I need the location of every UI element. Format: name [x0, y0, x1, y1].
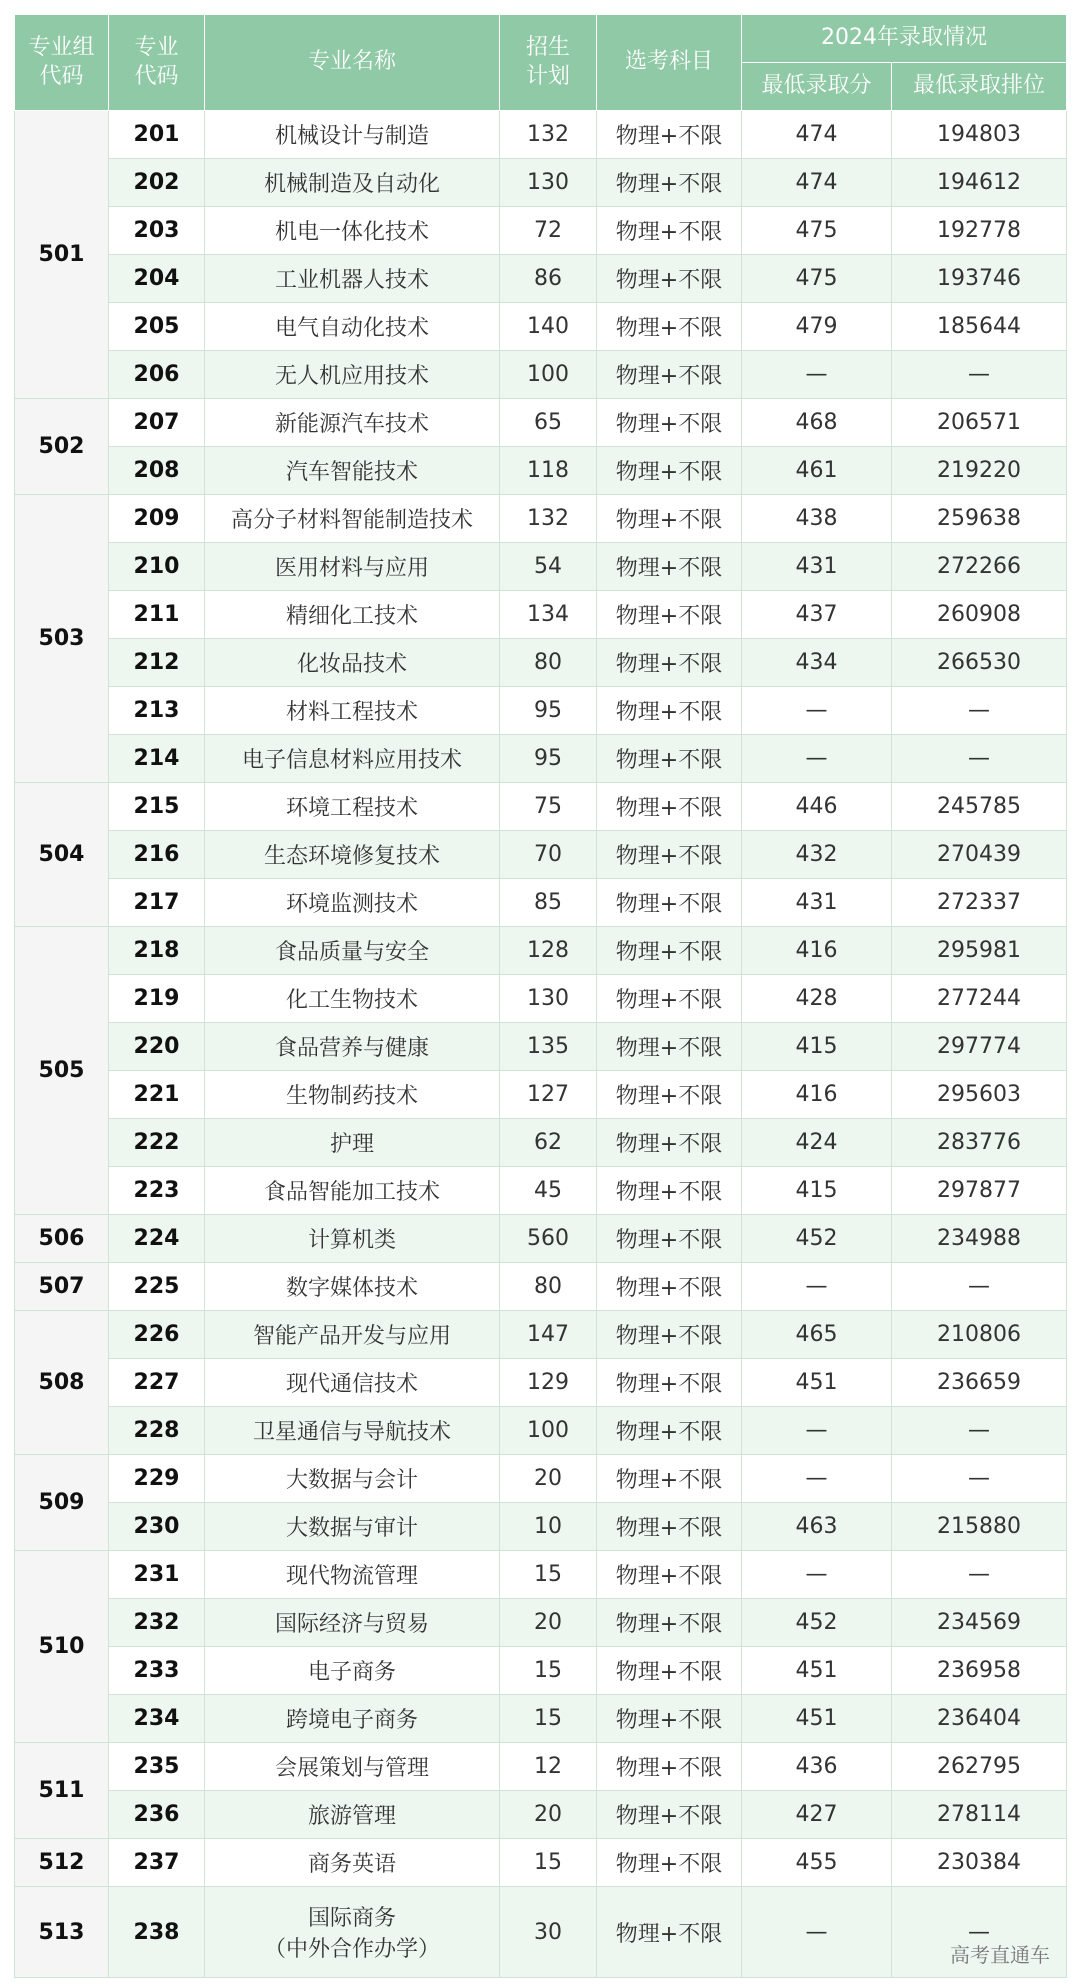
plan-cell: 20 [500, 1791, 597, 1839]
subjects-cell: 物理+不限 [597, 831, 742, 879]
min-score-cell: 427 [742, 1791, 892, 1839]
min-rank-cell: 234988 [892, 1215, 1067, 1263]
major-code-cell: 237 [109, 1839, 205, 1887]
subjects-cell: 物理+不限 [597, 879, 742, 927]
min-score-cell: — [742, 1407, 892, 1455]
table-row [15, 1551, 1067, 1599]
plan-cell: 80 [500, 1263, 597, 1311]
major-name-cell: 计算机类 [205, 1215, 500, 1263]
major-name-cell: 环境工程技术 [205, 783, 500, 831]
plan-cell: 129 [500, 1359, 597, 1407]
plan-cell: 147 [500, 1311, 597, 1359]
subjects-cell: 物理+不限 [597, 1119, 742, 1167]
subjects-cell: 物理+不限 [597, 1503, 742, 1551]
group-code-cell: 502 [15, 399, 109, 495]
subjects-cell: 物理+不限 [597, 927, 742, 975]
table-row [15, 1311, 1067, 1359]
min-rank-cell: — [892, 687, 1067, 735]
group-code-cell: 506 [15, 1215, 109, 1263]
major-name-cell: 高分子材料智能制造技术 [205, 495, 500, 543]
major-code-cell: 206 [109, 351, 205, 399]
min-score-cell: — [742, 1455, 892, 1503]
min-rank-cell: — [892, 1887, 1067, 1978]
table-row [15, 1359, 1067, 1407]
major-code-cell: 226 [109, 1311, 205, 1359]
header-major-name: 专业名称 [205, 15, 500, 111]
major-name-cell: 食品质量与安全 [205, 927, 500, 975]
major-name-cell: 现代通信技术 [205, 1359, 500, 1407]
min-rank-cell: 278114 [892, 1791, 1067, 1839]
major-name-cell [205, 1887, 500, 1978]
min-score-cell: 428 [742, 975, 892, 1023]
plan-cell: 560 [500, 1215, 597, 1263]
table-row [15, 1455, 1067, 1503]
major-name-cell: 数字媒体技术 [205, 1263, 500, 1311]
plan-cell: 65 [500, 399, 597, 447]
min-rank-cell: 219220 [892, 447, 1067, 495]
plan-cell: 70 [500, 831, 597, 879]
table-row [15, 1167, 1067, 1215]
plan-cell: 15 [500, 1839, 597, 1887]
min-rank-cell: 236958 [892, 1647, 1067, 1695]
major-code-cell: 211 [109, 591, 205, 639]
table-row [15, 159, 1067, 207]
table-row [15, 255, 1067, 303]
min-rank-cell: 277244 [892, 975, 1067, 1023]
min-score-cell: 415 [742, 1023, 892, 1071]
major-code-cell: 227 [109, 1359, 205, 1407]
subjects-cell: 物理+不限 [597, 111, 742, 159]
group-code-cell: 507 [15, 1263, 109, 1311]
major-name-cell: 化妆品技术 [205, 639, 500, 687]
major-code-cell: 219 [109, 975, 205, 1023]
min-rank-cell: 259638 [892, 495, 1067, 543]
group-code-cell: 501 [15, 111, 109, 399]
group-code-cell: 504 [15, 783, 109, 927]
group-code-cell: 510 [15, 1551, 109, 1743]
subjects-cell: 物理+不限 [597, 687, 742, 735]
min-score-cell: 461 [742, 447, 892, 495]
major-code-cell: 230 [109, 1503, 205, 1551]
major-code-cell: 212 [109, 639, 205, 687]
min-score-cell: 446 [742, 783, 892, 831]
header-min-rank: 最低录取排位 [892, 63, 1067, 111]
plan-cell: 100 [500, 1407, 597, 1455]
major-name-cell: 医用材料与应用 [205, 543, 500, 591]
plan-cell: 100 [500, 351, 597, 399]
min-rank-cell: 206571 [892, 399, 1067, 447]
major-name-cell: 大数据与会计 [205, 1455, 500, 1503]
major-code-cell: 228 [109, 1407, 205, 1455]
min-rank-cell: 194612 [892, 159, 1067, 207]
plan-cell: 140 [500, 303, 597, 351]
plan-cell: 54 [500, 543, 597, 591]
major-name-cell: 食品营养与健康 [205, 1023, 500, 1071]
plan-cell: 135 [500, 1023, 597, 1071]
major-name-cell: 旅游管理 [205, 1791, 500, 1839]
major-name-cell: 材料工程技术 [205, 687, 500, 735]
table-row [15, 1743, 1067, 1791]
subjects-cell: 物理+不限 [597, 1695, 742, 1743]
subjects-cell: 物理+不限 [597, 1407, 742, 1455]
subjects-cell: 物理+不限 [597, 1359, 742, 1407]
major-code-cell: 235 [109, 1743, 205, 1791]
group-code-cell: 513 [15, 1887, 109, 1978]
min-score-cell: 432 [742, 831, 892, 879]
min-score-cell: 479 [742, 303, 892, 351]
major-name-cell: 汽车智能技术 [205, 447, 500, 495]
major-name-cell: 现代物流管理 [205, 1551, 500, 1599]
min-score-cell: 451 [742, 1647, 892, 1695]
header-admission-2024: 2024年录取情况 [742, 15, 1067, 63]
table-row [15, 1599, 1067, 1647]
plan-cell: 127 [500, 1071, 597, 1119]
min-score-cell: 431 [742, 879, 892, 927]
min-rank-cell: 234569 [892, 1599, 1067, 1647]
min-rank-cell: 236404 [892, 1695, 1067, 1743]
plan-cell: 132 [500, 111, 597, 159]
plan-cell: 72 [500, 207, 597, 255]
min-rank-cell: 283776 [892, 1119, 1067, 1167]
major-name-cell: 新能源汽车技术 [205, 399, 500, 447]
table-row [15, 543, 1067, 591]
major-code-cell: 225 [109, 1263, 205, 1311]
table-row [15, 783, 1067, 831]
admission-table [14, 14, 1067, 1978]
subjects-cell: 物理+不限 [597, 207, 742, 255]
plan-cell: 86 [500, 255, 597, 303]
major-name-cell: 大数据与审计 [205, 1503, 500, 1551]
min-rank-cell: 272337 [892, 879, 1067, 927]
major-code-cell: 236 [109, 1791, 205, 1839]
min-score-cell: 475 [742, 255, 892, 303]
major-name-cell: 跨境电子商务 [205, 1695, 500, 1743]
min-rank-cell: 297877 [892, 1167, 1067, 1215]
subjects-cell: 物理+不限 [597, 591, 742, 639]
min-rank-cell: 295981 [892, 927, 1067, 975]
table-row [15, 927, 1067, 975]
header-major-code: 专业 代码 [109, 15, 205, 111]
min-rank-cell: — [892, 1455, 1067, 1503]
plan-cell: 95 [500, 687, 597, 735]
subjects-cell: 物理+不限 [597, 1647, 742, 1695]
major-name-cell: 卫星通信与导航技术 [205, 1407, 500, 1455]
major-code-cell: 210 [109, 543, 205, 591]
major-code-cell: 207 [109, 399, 205, 447]
major-code-cell: 205 [109, 303, 205, 351]
subjects-cell: 物理+不限 [597, 1311, 742, 1359]
table-row [15, 975, 1067, 1023]
major-code-cell: 204 [109, 255, 205, 303]
major-code-cell: 216 [109, 831, 205, 879]
min-rank-cell: 272266 [892, 543, 1067, 591]
min-score-cell: 474 [742, 159, 892, 207]
plan-cell: 30 [500, 1887, 597, 1978]
subjects-cell: 物理+不限 [597, 1215, 742, 1263]
header-subjects: 选考科目 [597, 15, 742, 111]
table-row [15, 1119, 1067, 1167]
subjects-cell: 物理+不限 [597, 351, 742, 399]
major-code-cell: 209 [109, 495, 205, 543]
min-score-cell: 434 [742, 639, 892, 687]
min-score-cell: 416 [742, 1071, 892, 1119]
major-name-cell: 化工生物技术 [205, 975, 500, 1023]
subjects-cell: 物理+不限 [597, 1071, 742, 1119]
major-code-cell: 214 [109, 735, 205, 783]
min-rank-cell: 266530 [892, 639, 1067, 687]
subjects-cell: 物理+不限 [597, 1551, 742, 1599]
min-score-cell: 465 [742, 1311, 892, 1359]
major-name-cell: 机电一体化技术 [205, 207, 500, 255]
table-body [15, 111, 1067, 1978]
major-code-cell: 232 [109, 1599, 205, 1647]
min-rank-cell: 262795 [892, 1743, 1067, 1791]
plan-cell: 132 [500, 495, 597, 543]
plan-cell: 20 [500, 1599, 597, 1647]
major-code-cell: 231 [109, 1551, 205, 1599]
major-code-cell: 224 [109, 1215, 205, 1263]
plan-cell: 134 [500, 591, 597, 639]
major-name-cell: 护理 [205, 1119, 500, 1167]
group-code-cell: 511 [15, 1743, 109, 1839]
header-plan: 招生 计划 [500, 15, 597, 111]
major-name-cell: 食品智能加工技术 [205, 1167, 500, 1215]
major-code-cell: 215 [109, 783, 205, 831]
min-score-cell: 438 [742, 495, 892, 543]
table-row [15, 1263, 1067, 1311]
subjects-cell: 物理+不限 [597, 543, 742, 591]
plan-cell: 12 [500, 1743, 597, 1791]
table-row [15, 495, 1067, 543]
major-code-cell: 233 [109, 1647, 205, 1695]
min-rank-cell: — [892, 735, 1067, 783]
subjects-cell: 物理+不限 [597, 639, 742, 687]
plan-cell: 62 [500, 1119, 597, 1167]
plan-cell: 15 [500, 1551, 597, 1599]
plan-cell: 15 [500, 1695, 597, 1743]
table-row [15, 1791, 1067, 1839]
min-rank-cell: 230384 [892, 1839, 1067, 1887]
subjects-cell: 物理+不限 [597, 399, 742, 447]
min-score-cell: — [742, 687, 892, 735]
plan-cell: 95 [500, 735, 597, 783]
header-group-code: 专业组 代码 [15, 15, 109, 111]
min-rank-cell: 297774 [892, 1023, 1067, 1071]
major-name-cell: 会展策划与管理 [205, 1743, 500, 1791]
table-row [15, 1503, 1067, 1551]
subjects-cell: 物理+不限 [597, 1263, 742, 1311]
subjects-cell: 物理+不限 [597, 1887, 742, 1978]
subjects-cell: 物理+不限 [597, 1167, 742, 1215]
min-score-cell: — [742, 1887, 892, 1978]
plan-cell: 75 [500, 783, 597, 831]
min-rank-cell: — [892, 1551, 1067, 1599]
table-row [15, 639, 1067, 687]
table-row [15, 207, 1067, 255]
min-rank-cell: — [892, 351, 1067, 399]
subjects-cell: 物理+不限 [597, 447, 742, 495]
min-score-cell: — [742, 1551, 892, 1599]
group-code-cell: 505 [15, 927, 109, 1215]
major-name-cell: 电子信息材料应用技术 [205, 735, 500, 783]
min-rank-cell: 270439 [892, 831, 1067, 879]
major-code-cell: 203 [109, 207, 205, 255]
major-name-cell: 生物制药技术 [205, 1071, 500, 1119]
group-code-cell: 503 [15, 495, 109, 783]
min-rank-cell: 245785 [892, 783, 1067, 831]
major-name-line1: 国际商务 [307, 1906, 396, 1931]
min-score-cell: — [742, 1263, 892, 1311]
major-name-line2: （中外合作办学） [263, 1937, 440, 1962]
min-rank-cell: 295603 [892, 1071, 1067, 1119]
min-rank-cell: — [892, 1407, 1067, 1455]
plan-cell: 15 [500, 1647, 597, 1695]
plan-cell: 45 [500, 1167, 597, 1215]
plan-cell: 130 [500, 159, 597, 207]
major-name-cell: 工业机器人技术 [205, 255, 500, 303]
major-name-cell: 无人机应用技术 [205, 351, 500, 399]
major-name-cell: 电子商务 [205, 1647, 500, 1695]
min-rank-cell: — [892, 1263, 1067, 1311]
min-score-cell: 451 [742, 1695, 892, 1743]
min-score-cell: 452 [742, 1599, 892, 1647]
min-rank-cell: 185644 [892, 303, 1067, 351]
subjects-cell: 物理+不限 [597, 1455, 742, 1503]
min-rank-cell: 260908 [892, 591, 1067, 639]
major-name-cell: 机械设计与制造 [205, 111, 500, 159]
major-code-cell: 229 [109, 1455, 205, 1503]
header-min-score: 最低录取分 [742, 63, 892, 111]
major-name-cell: 商务英语 [205, 1839, 500, 1887]
table-row [15, 1647, 1067, 1695]
min-score-cell: 468 [742, 399, 892, 447]
table-row [15, 1839, 1067, 1887]
major-name-cell: 环境监测技术 [205, 879, 500, 927]
major-name-cell: 生态环境修复技术 [205, 831, 500, 879]
subjects-cell: 物理+不限 [597, 783, 742, 831]
plan-cell: 118 [500, 447, 597, 495]
table-row [15, 1071, 1067, 1119]
plan-cell: 80 [500, 639, 597, 687]
min-score-cell: 474 [742, 111, 892, 159]
min-score-cell: 416 [742, 927, 892, 975]
min-rank-cell: 215880 [892, 1503, 1067, 1551]
subjects-cell: 物理+不限 [597, 1743, 742, 1791]
table-row [15, 735, 1067, 783]
subjects-cell: 物理+不限 [597, 1839, 742, 1887]
min-score-cell: 415 [742, 1167, 892, 1215]
plan-cell: 20 [500, 1455, 597, 1503]
subjects-cell: 物理+不限 [597, 975, 742, 1023]
plan-cell: 10 [500, 1503, 597, 1551]
min-score-cell: 451 [742, 1359, 892, 1407]
table-row [15, 399, 1067, 447]
major-name-cell: 精细化工技术 [205, 591, 500, 639]
subjects-cell: 物理+不限 [597, 159, 742, 207]
min-score-cell: 437 [742, 591, 892, 639]
major-name-cell: 电气自动化技术 [205, 303, 500, 351]
major-code-cell: 223 [109, 1167, 205, 1215]
table-row [15, 1887, 1067, 1978]
table-row [15, 111, 1067, 159]
group-code-cell: 512 [15, 1839, 109, 1887]
major-code-cell: 234 [109, 1695, 205, 1743]
table-row [15, 303, 1067, 351]
min-score-cell: 424 [742, 1119, 892, 1167]
major-code-cell: 221 [109, 1071, 205, 1119]
plan-cell: 130 [500, 975, 597, 1023]
major-code-cell: 220 [109, 1023, 205, 1071]
major-code-cell: 218 [109, 927, 205, 975]
table-row [15, 831, 1067, 879]
major-code-cell: 202 [109, 159, 205, 207]
major-code-cell: 201 [109, 111, 205, 159]
min-score-cell: — [742, 735, 892, 783]
major-name-cell: 机械制造及自动化 [205, 159, 500, 207]
major-code-cell: 208 [109, 447, 205, 495]
table-row [15, 1023, 1067, 1071]
min-rank-cell: 193746 [892, 255, 1067, 303]
group-code-cell: 508 [15, 1311, 109, 1455]
table-row [15, 687, 1067, 735]
min-rank-cell: 192778 [892, 207, 1067, 255]
plan-cell: 85 [500, 879, 597, 927]
table-row [15, 447, 1067, 495]
subjects-cell: 物理+不限 [597, 495, 742, 543]
min-score-cell: — [742, 351, 892, 399]
major-name-cell: 国际经济与贸易 [205, 1599, 500, 1647]
min-rank-cell: 236659 [892, 1359, 1067, 1407]
table-row [15, 351, 1067, 399]
group-code-cell: 509 [15, 1455, 109, 1551]
subjects-cell: 物理+不限 [597, 303, 742, 351]
min-score-cell: 475 [742, 207, 892, 255]
subjects-cell: 物理+不限 [597, 1023, 742, 1071]
major-code-cell: 238 [109, 1887, 205, 1978]
min-rank-cell: 210806 [892, 1311, 1067, 1359]
subjects-cell: 物理+不限 [597, 1599, 742, 1647]
min-score-cell: 455 [742, 1839, 892, 1887]
subjects-cell: 物理+不限 [597, 255, 742, 303]
plan-cell: 128 [500, 927, 597, 975]
table-row [15, 1695, 1067, 1743]
subjects-cell: 物理+不限 [597, 735, 742, 783]
table-row [15, 879, 1067, 927]
major-code-cell: 217 [109, 879, 205, 927]
table-row [15, 1407, 1067, 1455]
major-code-cell: 222 [109, 1119, 205, 1167]
watermark: 高考直通车 [950, 1945, 1050, 1967]
min-score-cell: 463 [742, 1503, 892, 1551]
min-score-cell: 452 [742, 1215, 892, 1263]
subjects-cell: 物理+不限 [597, 1791, 742, 1839]
major-code-cell: 213 [109, 687, 205, 735]
table-row [15, 1215, 1067, 1263]
min-rank-cell: 194803 [892, 111, 1067, 159]
min-score-cell: 431 [742, 543, 892, 591]
table-row [15, 591, 1067, 639]
major-name-cell: 智能产品开发与应用 [205, 1311, 500, 1359]
min-score-cell: 436 [742, 1743, 892, 1791]
